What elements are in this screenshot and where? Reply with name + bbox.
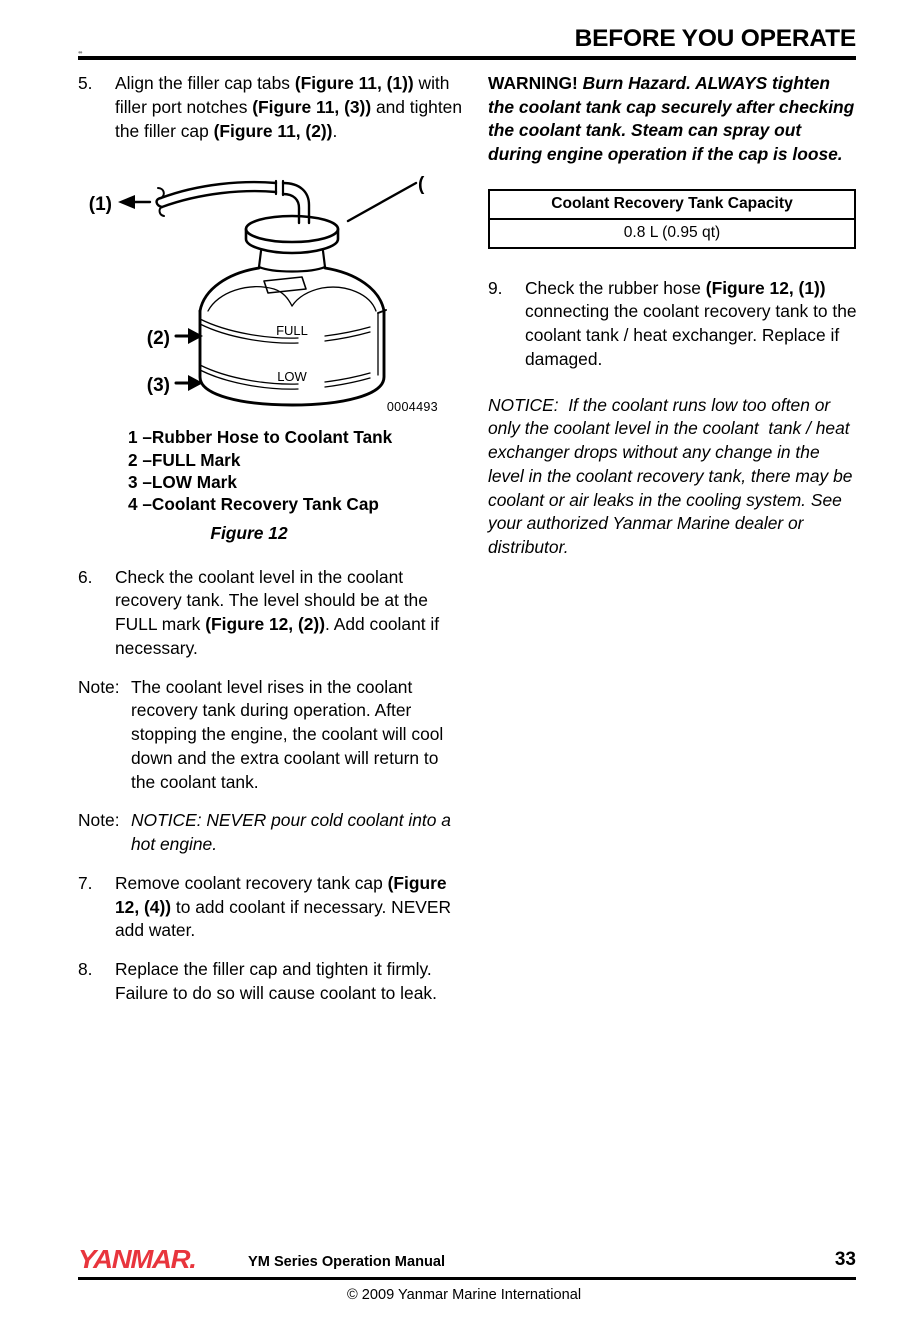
page-footer [78,1244,856,1303]
manual-title: YM Series Operation Manual [248,1254,446,1270]
page-title: BEFORE YOU OPERATE [574,25,856,52]
step-9-number: 9. [488,277,503,298]
callout-2-label: (2) [146,328,170,350]
step-5-number: 5. [78,73,93,93]
tank-diagram-svg [78,161,466,416]
note-1-text: The coolant level rises in the coolant recovery tank during operation. After stopping the engine, the coolant will cool down and the extra coolant will return to the coolant tank. [131,676,444,792]
step-5-figure-ref-3: (Figure 11, (2)) [213,120,333,141]
step-5-figure-ref-2: (Figure 11, (3)) [252,96,372,117]
step-6-text-1: Check the coolant level in the coolant recovery tank. The level should be at the FULL mark [115,566,428,635]
legend-dash: – [142,494,152,515]
step-7-figure-ref: (Figure 12, (4)) [115,872,447,917]
legend-label: Rubber Hose to Coolant Tank [151,427,393,448]
copyright-text: © 2009 Yanmar Marine International [346,1287,582,1303]
step-5-text-1: Align the filler cap tabs [115,73,295,93]
warning-notice [488,72,858,167]
step-7-text-2: to add coolant if necessary. NEVER add water. [115,896,452,941]
step-8 [78,958,466,1006]
callout-3-label: (3) [146,375,170,397]
coolant-recovery-tank-illustration [78,161,466,416]
right-column [488,72,858,575]
footer-divider [78,1277,856,1280]
header-artifact-mark: •• [78,47,82,57]
legend-label: Coolant Recovery Tank Cap [151,494,379,515]
capacity-table-value: 0.8 L (0.95 qt) [489,219,855,248]
callout-1-label: (1) [88,194,112,216]
step-7-number: 7. [78,872,93,893]
step-6-number: 6. [78,566,93,587]
drawing-number: 0004493 [386,400,438,415]
callout-4-label: ( [418,174,425,196]
tank-full-label: FULL [276,323,308,339]
capacity-table-header: Coolant Recovery Tank Capacity [489,190,855,219]
left-column [78,72,466,1021]
legend-item [128,471,466,493]
header-divider [78,47,856,60]
legend-dash: – [142,471,152,492]
table-row [489,219,855,248]
table-row [489,190,855,219]
step-9-text-2: connecting the coolant recovery tank to the coolant tank / heat exchanger. Replace if damaged. [525,301,857,369]
note-1-label: Note: [78,676,120,697]
note-2-text: NOTICE: NEVER pour cold coolant into a hot engine. [131,810,451,855]
step-7-text-1: Remove coolant recovery tank cap [115,872,388,893]
coolant-capacity-table [488,189,856,249]
legend-item [128,449,466,471]
step-9-figure-ref: (Figure 12, (1)) [705,277,826,298]
note-1 [78,676,466,795]
yanmar-logo: YANMAR. [78,1244,196,1274]
legend-item [128,426,466,448]
warning-text: Burn Hazard. ALWAYS tighten the coolant tank cap securely after checking the coolant tank. Steam can spray out during engine operation if the cap is loose. [488,73,855,165]
step-5-text-3: and tighten the filler cap [115,96,463,141]
tank-low-label: LOW [277,369,307,385]
legend-number: 3 [128,471,138,492]
legend-number: 2 [128,449,138,470]
legend-label: FULL Mark [151,449,241,470]
note-2 [78,809,466,857]
step-7 [78,872,466,943]
legend-dash: – [142,449,152,470]
page-header [78,26,856,60]
legend-dash: – [142,427,152,448]
warning-prefix: WARNING! [488,73,583,93]
step-5-text-4: . [332,120,338,141]
step-6-text-2: . Add coolant if necessary. [115,614,440,658]
figure-12 [78,161,466,543]
legend-label: LOW Mark [151,471,237,492]
step-9 [488,277,858,372]
figure-legend [128,426,466,515]
legend-item [128,493,466,515]
step-6-figure-ref: (Figure 12, (2)) [205,614,326,635]
legend-number: 4 [128,494,138,515]
figure-caption: Figure 12 [210,522,288,543]
step-5-figure-ref-1: (Figure 11, (1)) [294,73,414,93]
step-8-number: 8. [78,959,93,980]
note-2-label: Note: [78,810,120,831]
step-6 [78,566,466,661]
legend-number: 1 [128,427,138,448]
footer-top-row [78,1244,856,1277]
page-number: 33 [834,1249,856,1270]
step-5-text-2: with filler port notches [115,73,450,117]
step-9-text-1: Check the rubber hose [525,277,706,298]
step-8-text: Replace the filler cap and tighten it firmly. Failure to do so will cause coolant to leak. [115,959,437,1003]
notice-paragraph: NOTICE: If the coolant runs low too often or only the coolant level in the coolant tank / heat exchanger drops without any change in the level in the coolant recovery tank, there may be coolant or air leaks in the cooling system. See your authorized Yanmar Marine dealer or distributor. [488,394,858,558]
step-5 [78,72,466,143]
